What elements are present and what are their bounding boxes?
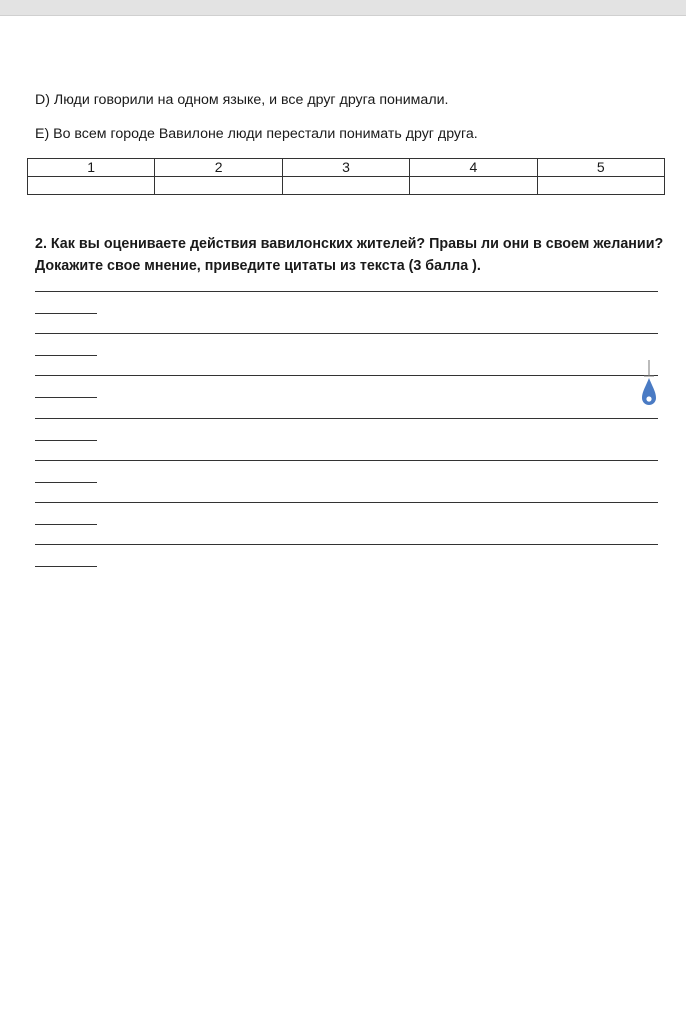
answer-table-header-4: 4	[410, 159, 537, 177]
answer-line-continuation[interactable]	[35, 524, 97, 525]
answer-line-continuation[interactable]	[35, 566, 97, 567]
drop-marker-icon[interactable]	[640, 358, 658, 412]
drop-hole	[646, 396, 651, 401]
answer-line[interactable]	[35, 460, 658, 461]
top-bar	[0, 0, 686, 16]
answer-cell-3[interactable]	[282, 177, 409, 195]
answer-table-header-2: 2	[155, 159, 282, 177]
answer-line[interactable]	[35, 291, 658, 292]
option-e: E) Во всем городе Вавилоне люди перестали понимать друг друга.	[35, 126, 478, 142]
answer-line[interactable]	[35, 418, 658, 419]
answer-line[interactable]	[35, 333, 658, 334]
answer-cell-4[interactable]	[410, 177, 537, 195]
answer-cell-1[interactable]	[28, 177, 155, 195]
answer-table-header-5: 5	[537, 159, 664, 177]
answer-line[interactable]	[35, 544, 658, 545]
answer-line[interactable]	[35, 375, 658, 376]
answer-table-answer-row	[28, 177, 665, 195]
answer-line-continuation[interactable]	[35, 440, 97, 441]
answer-line[interactable]	[35, 502, 658, 503]
option-d: D) Люди говорили на одном языке, и все друг друга понимали.	[35, 92, 449, 108]
answer-line-continuation[interactable]	[35, 313, 97, 314]
answer-line-continuation[interactable]	[35, 482, 97, 483]
answer-cell-2[interactable]	[155, 177, 282, 195]
answer-table	[27, 158, 665, 195]
answer-table-header-3: 3	[282, 159, 409, 177]
answer-table-header-row	[28, 159, 665, 177]
answer-cell-5[interactable]	[537, 177, 664, 195]
answer-line-continuation[interactable]	[35, 397, 97, 398]
answer-line-continuation[interactable]	[35, 355, 97, 356]
answer-table-header-1: 1	[28, 159, 155, 177]
question-2: 2. Как вы оцениваете действия вавилонских жителей? Правы ли они в своем желании? Докажите свое мнение, приведите цитаты из текста (3 балла ).	[35, 236, 664, 274]
